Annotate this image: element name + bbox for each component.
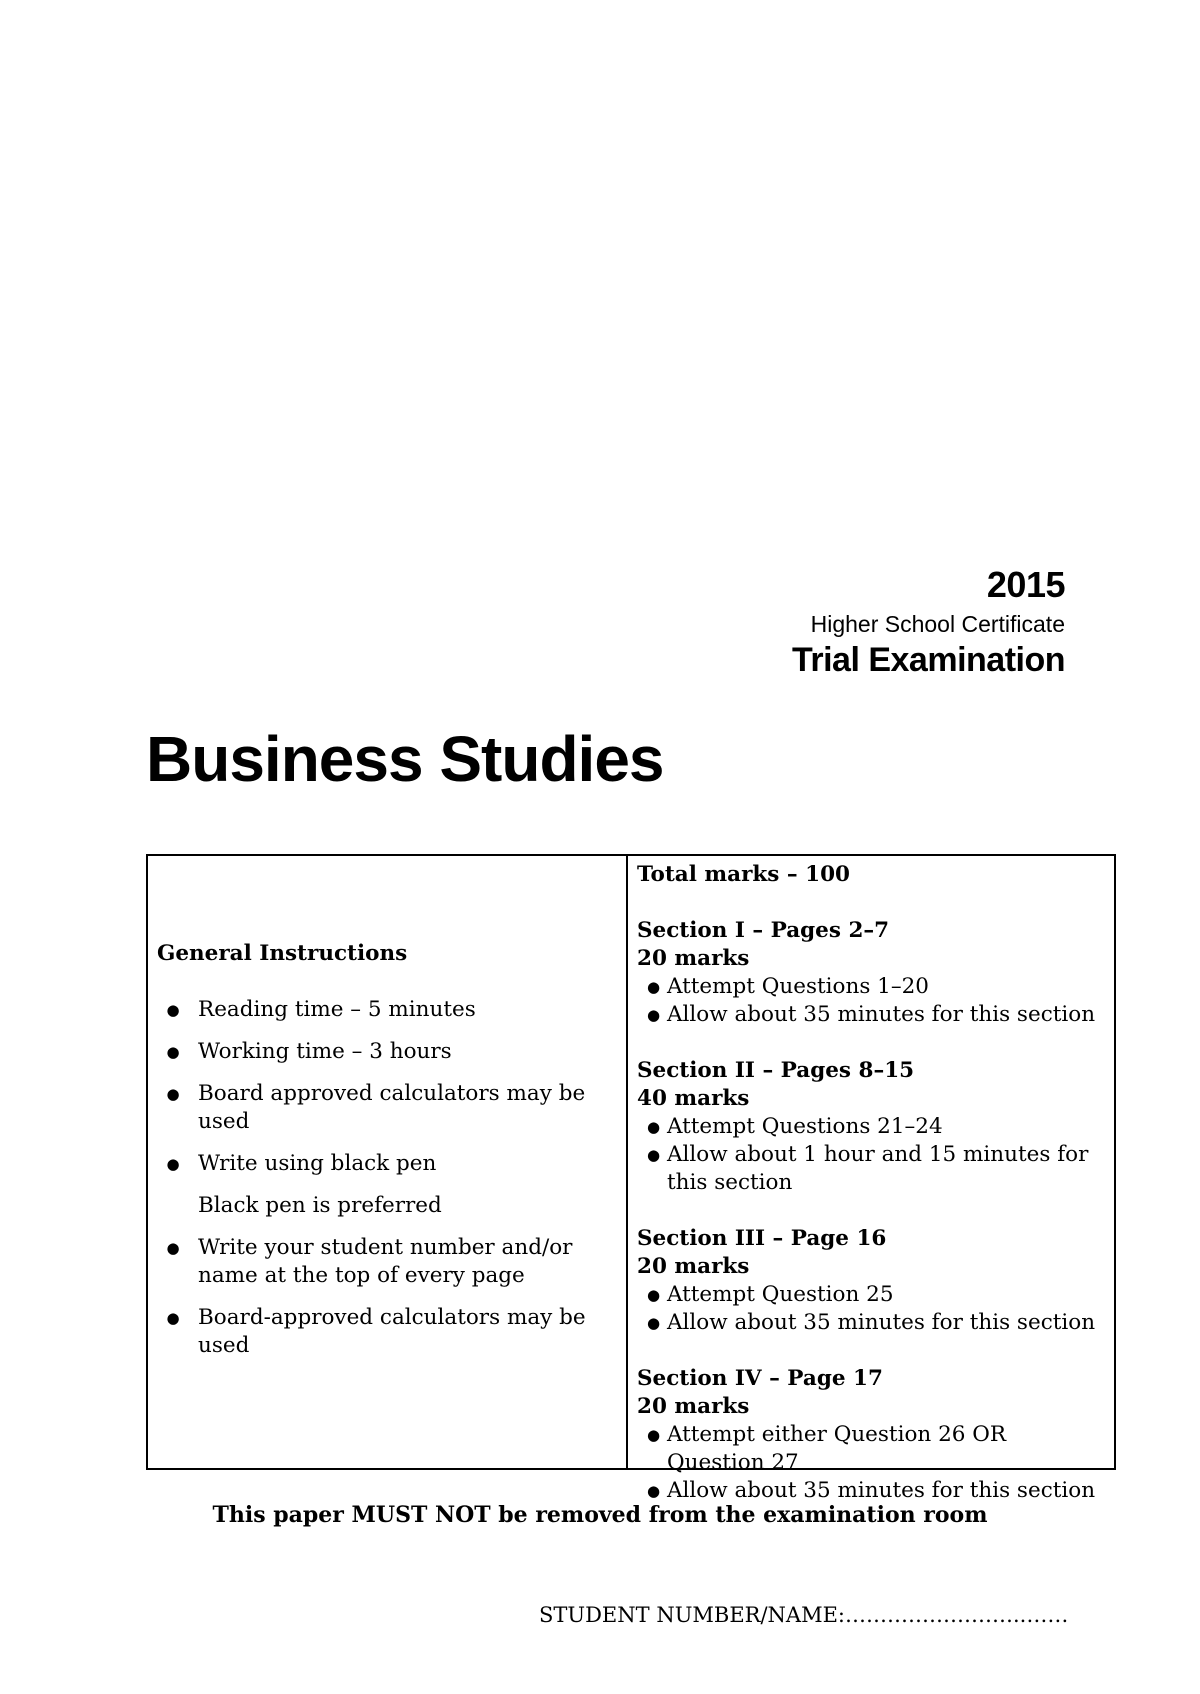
instruction-item: ● Reading time – 5 minutes — [148, 996, 626, 1024]
bullet-icon: ● — [166, 1043, 180, 1061]
instruction-item: ● Board approved calculators may be used — [148, 1080, 626, 1136]
bullet-icon: ● — [166, 1309, 180, 1327]
section-bullet: ● Allow about 1 hour and 15 minutes for this section — [637, 1141, 1114, 1197]
section-block — [637, 1225, 1114, 1337]
instruction-item: ● Write your student number and/or name at the top of every page — [148, 1234, 626, 1290]
section-bullet: ● Attempt Questions 1–20 — [637, 973, 1114, 1001]
section-block — [637, 1057, 1114, 1197]
bullet-icon: ● — [647, 1482, 661, 1500]
bullet-icon: ● — [647, 1314, 661, 1332]
general-instructions-heading: General Instructions — [157, 941, 408, 966]
section-title: Section I – Pages 2–7 — [637, 918, 890, 943]
section-title: Section II – Pages 8–15 — [637, 1058, 915, 1083]
section-bullet: ● Allow about 35 minutes for this section — [637, 1477, 1114, 1505]
exam-type: Trial Examination — [791, 641, 1065, 679]
section-marks: 20 marks — [637, 1254, 750, 1279]
general-instructions-list — [148, 996, 626, 1374]
bullet-icon: ● — [647, 1426, 661, 1444]
certificate-name: Higher School Certificate — [810, 611, 1065, 637]
section-marks: 40 marks — [637, 1086, 750, 1111]
subject-title: Business Studies — [146, 723, 664, 795]
instruction-item: ● Board-approved calculators may be used — [148, 1304, 626, 1360]
instruction-item: ● Working time – 3 hours — [148, 1038, 626, 1066]
exam-year: 2015 — [986, 564, 1065, 605]
section-bullet: ● Attempt Question 25 — [637, 1281, 1114, 1309]
student-number-field: STUDENT NUMBER/NAME:……………………..…… — [539, 1603, 1069, 1627]
total-marks: Total marks – 100 — [637, 862, 850, 887]
instruction-subitem: Black pen is preferred — [198, 1193, 442, 1218]
section-bullet: ● Allow about 35 minutes for this section — [637, 1309, 1114, 1337]
bullet-icon: ● — [647, 978, 661, 996]
section-block — [637, 1365, 1114, 1505]
general-instructions-column — [148, 856, 628, 1468]
instructions-table — [146, 854, 1116, 1503]
bullet-icon: ● — [647, 1286, 661, 1304]
removal-notice: This paper MUST NOT be removed from the examination room — [212, 1502, 988, 1528]
section-title: Section III – Page 16 — [637, 1226, 887, 1251]
bullet-icon: ● — [647, 1118, 661, 1136]
instruction-item: ● Write using black pen — [148, 1150, 626, 1178]
section-bullet: ● Allow about 35 minutes for this section — [637, 1001, 1114, 1029]
section-bullet: ● Attempt either Question 26 OR Question 27 — [637, 1421, 1114, 1477]
bullet-icon: ● — [166, 1239, 180, 1257]
section-marks: 20 marks — [637, 946, 750, 971]
section-marks: 20 marks — [637, 1394, 750, 1419]
exam-header — [792, 565, 1065, 681]
bullet-icon: ● — [166, 1155, 180, 1173]
bullet-icon: ● — [166, 1085, 180, 1103]
marks-column — [628, 856, 1114, 1503]
bullet-icon: ● — [647, 1006, 661, 1024]
bullet-icon: ● — [166, 1001, 180, 1019]
section-block — [637, 917, 1114, 1029]
section-bullet: ● Attempt Questions 21–24 — [637, 1113, 1114, 1141]
bullet-icon: ● — [647, 1146, 661, 1164]
section-title: Section IV – Page 17 — [637, 1366, 883, 1391]
